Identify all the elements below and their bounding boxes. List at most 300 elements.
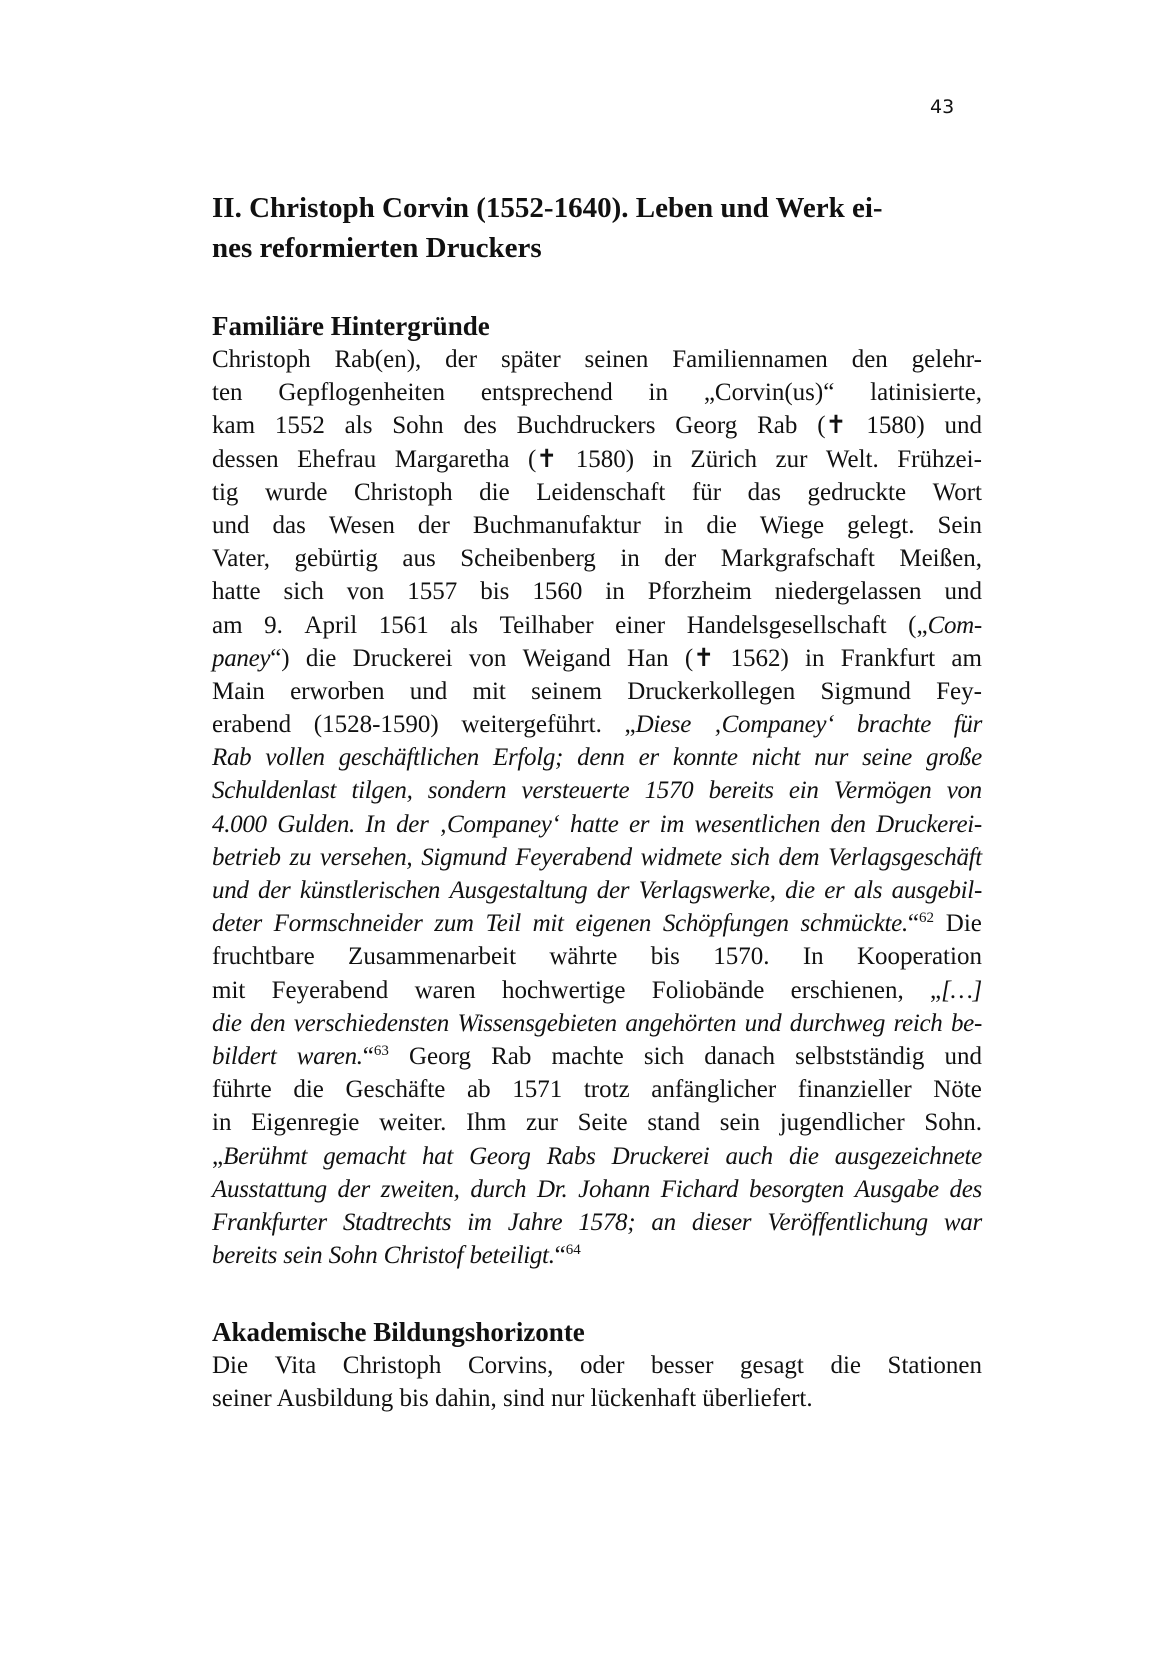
body-text: finanzieller <box>797 1076 912 1104</box>
body-text: seinen <box>584 346 649 373</box>
word <box>251 1106 359 1139</box>
quotation-text: geschäftlichen <box>338 744 479 772</box>
word <box>212 376 243 409</box>
quotation-text: von <box>946 777 982 805</box>
quotation-text: nur <box>814 744 849 772</box>
text-line <box>212 1206 982 1239</box>
word <box>627 642 669 675</box>
quotation-text: durchweg <box>789 1009 886 1037</box>
word <box>648 575 752 608</box>
quotation-text: beteiligt. <box>469 1242 555 1270</box>
body-text: 1552 <box>274 412 325 440</box>
word <box>283 1242 322 1269</box>
word <box>323 1140 406 1173</box>
body-text: in <box>663 511 684 539</box>
body-text: Teilhaber <box>499 611 594 639</box>
quotation-text: künstlerischen <box>299 877 441 904</box>
quotation-text: zweiten, <box>380 1175 460 1203</box>
body-text: nur <box>550 1385 585 1413</box>
quotation-text: 1578; <box>578 1208 636 1236</box>
word <box>776 443 808 476</box>
word <box>396 808 428 841</box>
word <box>290 675 384 708</box>
word <box>789 774 819 807</box>
body-text: als <box>344 412 373 440</box>
word <box>805 642 824 675</box>
body-text: “ <box>907 910 920 938</box>
word <box>649 376 668 409</box>
word <box>512 1073 562 1106</box>
word <box>685 642 714 675</box>
body-text: Scheibenberg <box>460 545 596 573</box>
body-text: 9. <box>264 611 283 639</box>
body-text: und <box>944 578 982 606</box>
body-text: gebürtig <box>294 545 378 573</box>
body-text: zur <box>526 1109 558 1137</box>
quotation-text: durch <box>470 1175 527 1203</box>
quotation-text: war <box>943 1208 982 1236</box>
word <box>212 1173 327 1206</box>
text-line <box>212 675 982 708</box>
quotation-text: Ausstattung <box>212 1175 327 1203</box>
body-text: der <box>664 545 697 573</box>
body-text: in <box>605 578 625 606</box>
word <box>695 808 821 841</box>
word <box>212 1073 272 1106</box>
word <box>343 1206 451 1239</box>
page-body <box>212 188 982 1416</box>
word <box>345 1073 445 1106</box>
body-text: ab <box>467 1076 491 1104</box>
word <box>409 1040 471 1073</box>
text-line <box>212 1073 982 1106</box>
word <box>857 708 931 741</box>
body-text: Zusammenarbeit <box>348 943 517 971</box>
body-text: in <box>805 644 825 672</box>
word <box>212 1385 272 1412</box>
body-text: am <box>951 644 982 672</box>
word <box>415 974 476 1007</box>
quotation-text: verschiedensten <box>293 1009 449 1037</box>
quotation-text: sondern <box>427 777 507 805</box>
quotation-text: Stadtrechts <box>342 1208 452 1236</box>
word <box>479 476 510 509</box>
word <box>457 1007 616 1040</box>
word <box>704 1040 775 1073</box>
body-text: bis <box>650 943 680 971</box>
quotation-text: Formschneider <box>273 910 423 938</box>
quotation-text: schmückte. <box>800 910 908 938</box>
word <box>653 443 672 476</box>
body-text: tig <box>212 478 239 506</box>
word <box>418 509 450 542</box>
body-text: währte <box>549 943 618 971</box>
word <box>924 1106 982 1139</box>
word <box>721 542 875 575</box>
quotation-text: eigenen <box>575 910 652 938</box>
word <box>785 874 815 907</box>
footnote-ref[interactable]: 64 <box>565 1242 581 1259</box>
body-text: „ <box>212 1142 224 1170</box>
quotation-text: Sigmund <box>421 843 507 871</box>
word <box>212 443 279 476</box>
word <box>428 774 506 807</box>
word <box>329 509 395 542</box>
word <box>951 1007 982 1040</box>
word <box>212 509 250 542</box>
body-text: hatte <box>212 578 261 606</box>
quotation-text: Rabs <box>546 1142 596 1170</box>
body-text: niedergelassen <box>774 578 922 606</box>
word <box>522 774 630 807</box>
quotation-text: Verlagsgeschäft <box>828 843 982 871</box>
quotation-text: die <box>785 877 815 904</box>
body-text: Vita <box>274 1352 317 1380</box>
body-text: Leidenschaft <box>536 478 666 506</box>
body-text: Sein <box>937 511 982 539</box>
body-text: den <box>851 346 888 373</box>
word <box>946 907 982 940</box>
text-line <box>212 741 982 774</box>
word <box>395 443 510 476</box>
quotation-text: er <box>638 744 659 772</box>
word <box>526 1106 558 1139</box>
body-text: (✝ <box>684 644 715 672</box>
body-text: jugendlicher <box>779 1109 905 1137</box>
word <box>551 1385 584 1412</box>
body-text: Frühzei- <box>897 445 982 473</box>
body-text: in <box>648 379 668 407</box>
body-text: gedruckte <box>807 478 907 506</box>
body-text: das <box>747 478 781 506</box>
word <box>381 1173 460 1206</box>
body-text: Christoph <box>342 1352 442 1380</box>
section-heading: Familiäre Hintergründe <box>212 311 490 341</box>
word <box>533 907 564 940</box>
body-text: in <box>652 445 672 473</box>
word <box>481 376 613 409</box>
word <box>651 940 680 973</box>
word <box>473 675 506 708</box>
word <box>329 1242 378 1269</box>
body-text: überliefert. <box>702 1385 813 1413</box>
body-text: führte <box>212 1076 272 1104</box>
word <box>899 542 982 575</box>
body-text: „Corvin(us)“ <box>703 379 835 407</box>
word <box>278 376 445 409</box>
body-text: Geschäfte <box>345 1076 446 1104</box>
word <box>791 974 904 1007</box>
body-text: “ <box>362 1042 374 1070</box>
word <box>212 642 290 675</box>
body-text: anfänglicher <box>651 1076 777 1104</box>
body-text: Rab(en), <box>334 346 422 373</box>
word <box>664 509 683 542</box>
word <box>212 1242 277 1269</box>
word <box>651 1073 776 1106</box>
footnote-ref[interactable]: 62 <box>919 910 935 927</box>
body-text: (✝ <box>817 412 847 440</box>
quotation-text: der <box>396 810 429 838</box>
word <box>508 1206 563 1239</box>
quotation-text: denn <box>577 744 625 772</box>
word <box>938 509 982 542</box>
word <box>480 575 509 608</box>
word <box>892 874 982 907</box>
word <box>936 675 982 708</box>
quotation-text: sein <box>283 1242 323 1270</box>
word <box>870 376 982 409</box>
word <box>612 1140 710 1173</box>
word <box>212 741 251 774</box>
body-text: Meißen, <box>899 545 982 573</box>
word <box>212 874 249 907</box>
word <box>930 974 982 1007</box>
quotation-text: im <box>467 1208 492 1236</box>
body-text: sich <box>283 578 324 606</box>
body-text: Markgrafschaft <box>720 545 875 573</box>
quotation-text: Dr. <box>537 1175 568 1203</box>
word <box>212 808 267 841</box>
body-text: für <box>691 478 722 506</box>
word <box>652 974 765 1007</box>
quotation-text: versehen, <box>319 843 413 871</box>
quotation-text: […] <box>941 976 982 1004</box>
word <box>687 609 887 642</box>
word <box>469 1242 580 1269</box>
word <box>265 476 327 509</box>
word <box>300 874 440 907</box>
word <box>947 774 982 807</box>
body-text: von <box>346 578 385 606</box>
word <box>294 1007 449 1040</box>
body-text: gesagt <box>740 1352 804 1380</box>
word <box>641 841 722 874</box>
word <box>629 808 649 841</box>
text-line <box>212 542 982 575</box>
word <box>351 774 412 807</box>
word <box>295 542 378 575</box>
quotation-text: für <box>953 711 982 739</box>
word <box>779 841 820 874</box>
body-text: 1580) <box>866 412 925 440</box>
word <box>841 642 935 675</box>
body-text: Druckerei <box>352 644 453 672</box>
body-text: erabend <box>212 711 292 739</box>
quotation-text: paney <box>212 644 271 672</box>
body-text: Wesen <box>328 511 395 539</box>
quotation-text: den <box>830 810 866 838</box>
quotation-text: nicht <box>751 744 801 772</box>
text-line <box>212 808 982 841</box>
quotation-text: waren. <box>296 1042 363 1070</box>
body-text: Rab <box>757 412 798 440</box>
body-text: 1561 <box>378 611 429 639</box>
text-line <box>212 409 982 442</box>
body-text: Rab <box>491 1042 532 1070</box>
word <box>760 509 824 542</box>
word <box>807 476 906 509</box>
word <box>580 1349 624 1382</box>
word <box>212 708 291 741</box>
word <box>944 575 982 608</box>
word <box>824 874 844 907</box>
body-text: Sohn <box>392 412 444 440</box>
word <box>503 1385 545 1412</box>
word <box>584 1073 630 1106</box>
word <box>212 675 265 708</box>
text-line <box>212 642 982 675</box>
word <box>625 1007 736 1040</box>
word <box>888 1349 982 1382</box>
word <box>290 841 312 874</box>
body-text: dessen <box>212 445 279 473</box>
quotation-text: hat <box>421 1142 453 1170</box>
quotation-text: sich <box>730 843 770 871</box>
word <box>702 1385 812 1412</box>
word <box>212 476 238 509</box>
word <box>212 940 315 973</box>
word <box>950 1173 982 1206</box>
text-line <box>212 1239 982 1272</box>
quotation-text: Rab <box>212 744 252 772</box>
word <box>445 343 477 376</box>
word <box>828 841 982 874</box>
word <box>714 708 835 741</box>
body-text: in <box>212 1109 232 1137</box>
word <box>780 1106 905 1139</box>
quotation-text: In <box>365 810 386 838</box>
body-text: erworben <box>290 677 385 705</box>
body-text: Sohn. <box>924 1109 982 1137</box>
quotation-text: brachte <box>856 711 932 739</box>
quotation-text: ‚Companey‘ <box>713 711 835 739</box>
word <box>536 476 665 509</box>
body-text: Ihm <box>466 1109 507 1137</box>
word <box>855 1173 939 1206</box>
quotation-text: zum <box>434 910 474 938</box>
body-text: und <box>944 412 982 440</box>
text-line <box>212 841 982 874</box>
word <box>876 808 982 841</box>
word <box>468 1349 553 1382</box>
quotation-text: hatte <box>570 810 619 838</box>
quotation-text: Sohn <box>328 1242 378 1270</box>
body-text: „ <box>624 711 636 739</box>
word <box>467 1073 491 1106</box>
body-text: („ <box>908 611 928 639</box>
body-text: trotz <box>583 1076 630 1104</box>
body-text: besser <box>650 1352 714 1380</box>
body-text: (✝ <box>527 445 558 473</box>
word <box>275 409 325 442</box>
body-text: Foliobände <box>651 976 765 1004</box>
word <box>639 741 659 774</box>
text-line <box>212 708 982 741</box>
word <box>402 542 435 575</box>
word <box>335 343 422 376</box>
body-text: Buchdruckers <box>516 412 656 440</box>
word <box>354 476 453 509</box>
word <box>692 476 721 509</box>
body-text: sein <box>719 1109 761 1137</box>
word <box>461 708 601 741</box>
quotation-text: 1570 <box>644 777 694 805</box>
body-text: danach <box>704 1042 776 1070</box>
word <box>730 642 788 675</box>
body-text: weiter. <box>379 1109 447 1137</box>
word <box>212 974 245 1007</box>
body-text: gelehr- <box>911 346 982 373</box>
body-text: selbstständig <box>795 1042 925 1070</box>
body-text: lückenhaft <box>590 1385 697 1413</box>
word <box>803 940 824 973</box>
body-text: Georg <box>675 412 738 440</box>
word <box>392 409 443 442</box>
section-heading: Akademische Bildungshorizonte <box>212 1317 585 1348</box>
word <box>469 1140 530 1173</box>
word <box>297 443 376 476</box>
quotation-text: Feyerabend <box>515 843 632 871</box>
word <box>493 741 563 774</box>
word <box>531 675 602 708</box>
footnote-ref[interactable]: 63 <box>373 1042 389 1059</box>
quotation-text: auch <box>725 1142 773 1170</box>
word <box>798 1073 912 1106</box>
body-text: Nöte <box>933 1076 982 1104</box>
chapter-title-line: II. Christoph Corvin (1552-1640). Leben und Werk ei- <box>212 192 883 224</box>
quotation-text: angehörten <box>625 1009 737 1037</box>
word <box>275 1349 317 1382</box>
word <box>835 1140 982 1173</box>
word <box>547 1140 596 1173</box>
quotation-text: Ausgabe <box>854 1175 939 1203</box>
text-line <box>212 575 982 608</box>
quotation-text: ein <box>788 777 819 805</box>
word <box>830 1349 861 1382</box>
body-text: der <box>445 346 478 373</box>
word <box>250 1007 285 1040</box>
quotation-text: Frankfurter <box>212 1208 327 1236</box>
body-text: zur <box>775 445 808 473</box>
word <box>847 509 914 542</box>
quotation-text: des <box>949 1175 982 1203</box>
word <box>831 808 866 841</box>
body-text: als <box>450 611 479 639</box>
word <box>862 741 912 774</box>
word <box>470 1173 526 1206</box>
word <box>591 1385 697 1412</box>
body-text: kam <box>212 412 256 440</box>
word <box>576 443 634 476</box>
word <box>491 1040 531 1073</box>
word <box>704 376 835 409</box>
paragraph <box>212 343 982 1272</box>
quotation-text: besorgten <box>749 1175 844 1203</box>
quotation-text: er <box>824 877 845 904</box>
quotation-text: Druckerei <box>611 1142 710 1170</box>
quotation-text: Erfolg; <box>492 744 564 772</box>
quotation-text: den <box>250 1009 286 1037</box>
body-text: die <box>479 478 510 506</box>
word <box>466 1106 506 1139</box>
word <box>485 907 520 940</box>
word <box>639 874 776 907</box>
body-text: seinem <box>531 677 602 705</box>
quotation-text: Schuldenlast <box>212 777 337 805</box>
quotation-text: vollen <box>265 744 325 772</box>
word <box>944 409 982 442</box>
